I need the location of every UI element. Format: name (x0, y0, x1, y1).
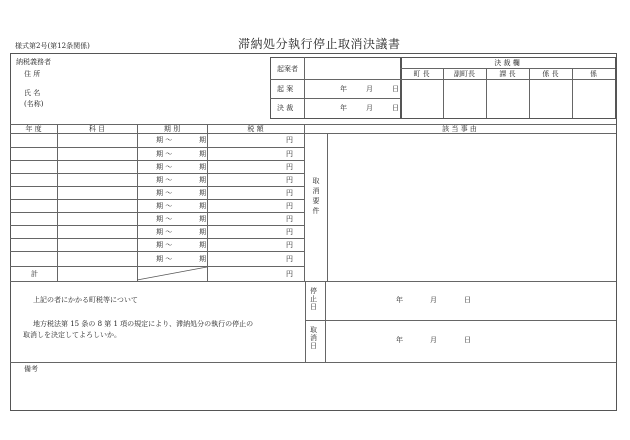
decision-year: 年 (340, 104, 347, 112)
approval-col-deputy: 副町長 (454, 70, 475, 78)
stop-day: 日 (464, 296, 471, 304)
row-yen: 円 (286, 136, 293, 144)
row-period: 期 〜 (156, 163, 173, 171)
row-period-end: 期 (199, 163, 206, 171)
row-period-end: 期 (199, 228, 206, 236)
row-yen: 円 (286, 189, 293, 197)
draft-month: 月 (366, 85, 373, 93)
row-period: 期 〜 (156, 215, 173, 223)
cancel-day: 日 (464, 336, 471, 344)
row-yen: 円 (286, 241, 293, 249)
draft-year: 年 (340, 85, 347, 93)
row-period: 期 〜 (156, 136, 173, 144)
row-yen: 円 (286, 215, 293, 223)
form-number: 様式第2号(第12条関係) (15, 42, 90, 50)
cancel-date-label: 取消日 (310, 326, 317, 350)
approval-col-mayor: 町 長 (413, 70, 430, 78)
taxpayer-label: 納税義務者 (16, 58, 51, 66)
total-diagonal (137, 266, 207, 281)
row-yen: 円 (286, 150, 293, 158)
row-period: 期 〜 (156, 255, 173, 263)
decision-label: 決 裁 (277, 104, 294, 112)
row-period: 期 〜 (156, 228, 173, 236)
approval-title: 決 裁 欄 (494, 59, 520, 67)
header-item: 科 目 (88, 125, 106, 133)
row-period-end: 期 (199, 202, 206, 210)
statement-line1: 上記の者にかかる町税等について (33, 296, 138, 304)
statement-line2: 地方税法第 15 条の 8 第 1 項の規定により、滞納処分の執行の停止の (33, 320, 254, 328)
statement-line3: 取消しを決定してよろしいか。 (23, 331, 121, 339)
approval-col-section-chief: 課 長 (499, 70, 516, 78)
row-period-end: 期 (199, 136, 206, 144)
row-period-end: 期 (199, 150, 206, 158)
row-yen: 円 (286, 176, 293, 184)
total-yen: 円 (286, 270, 293, 278)
header-period: 期 別 (163, 125, 181, 133)
address-label: 住 所 (24, 70, 41, 78)
row-period-end: 期 (199, 189, 206, 197)
name-label: 氏 名 (24, 89, 41, 97)
row-yen: 円 (286, 255, 293, 263)
stop-year: 年 (396, 296, 403, 304)
cancel-reason-label: 取消要件 (312, 177, 320, 217)
header-year: 年 度 (25, 125, 42, 133)
row-period-end: 期 (199, 241, 206, 249)
cancel-month: 月 (430, 336, 437, 344)
stop-date-label: 停止日 (310, 287, 317, 311)
remarks-label: 備考 (24, 365, 38, 373)
approval-col-staff: 係 (590, 70, 597, 78)
row-period: 期 〜 (156, 241, 173, 249)
row-yen: 円 (286, 228, 293, 236)
header-reason: 該 当 事 由 (442, 125, 477, 133)
cancel-year: 年 (396, 336, 403, 344)
proposer-label: 起案者 (277, 65, 298, 73)
decision-day: 日 (392, 104, 399, 112)
name-sub-label: (名称) (24, 100, 44, 108)
draft-day: 日 (392, 85, 399, 93)
row-period: 期 〜 (156, 176, 173, 184)
row-period-end: 期 (199, 176, 206, 184)
document-title: 滞納処分執行停止取消決議書 (238, 37, 401, 51)
row-period: 期 〜 (156, 150, 173, 158)
stop-month: 月 (430, 296, 437, 304)
row-period: 期 〜 (156, 189, 173, 197)
approval-col-subsection-chief: 係 長 (542, 70, 559, 78)
row-yen: 円 (286, 202, 293, 210)
row-period: 期 〜 (156, 202, 173, 210)
row-yen: 円 (286, 163, 293, 171)
header-amount: 税 額 (247, 125, 264, 133)
row-period-end: 期 (199, 215, 206, 223)
draft-label: 起 案 (277, 85, 294, 93)
total-label: 計 (31, 270, 38, 278)
row-period-end: 期 (199, 255, 206, 263)
decision-month: 月 (366, 104, 373, 112)
